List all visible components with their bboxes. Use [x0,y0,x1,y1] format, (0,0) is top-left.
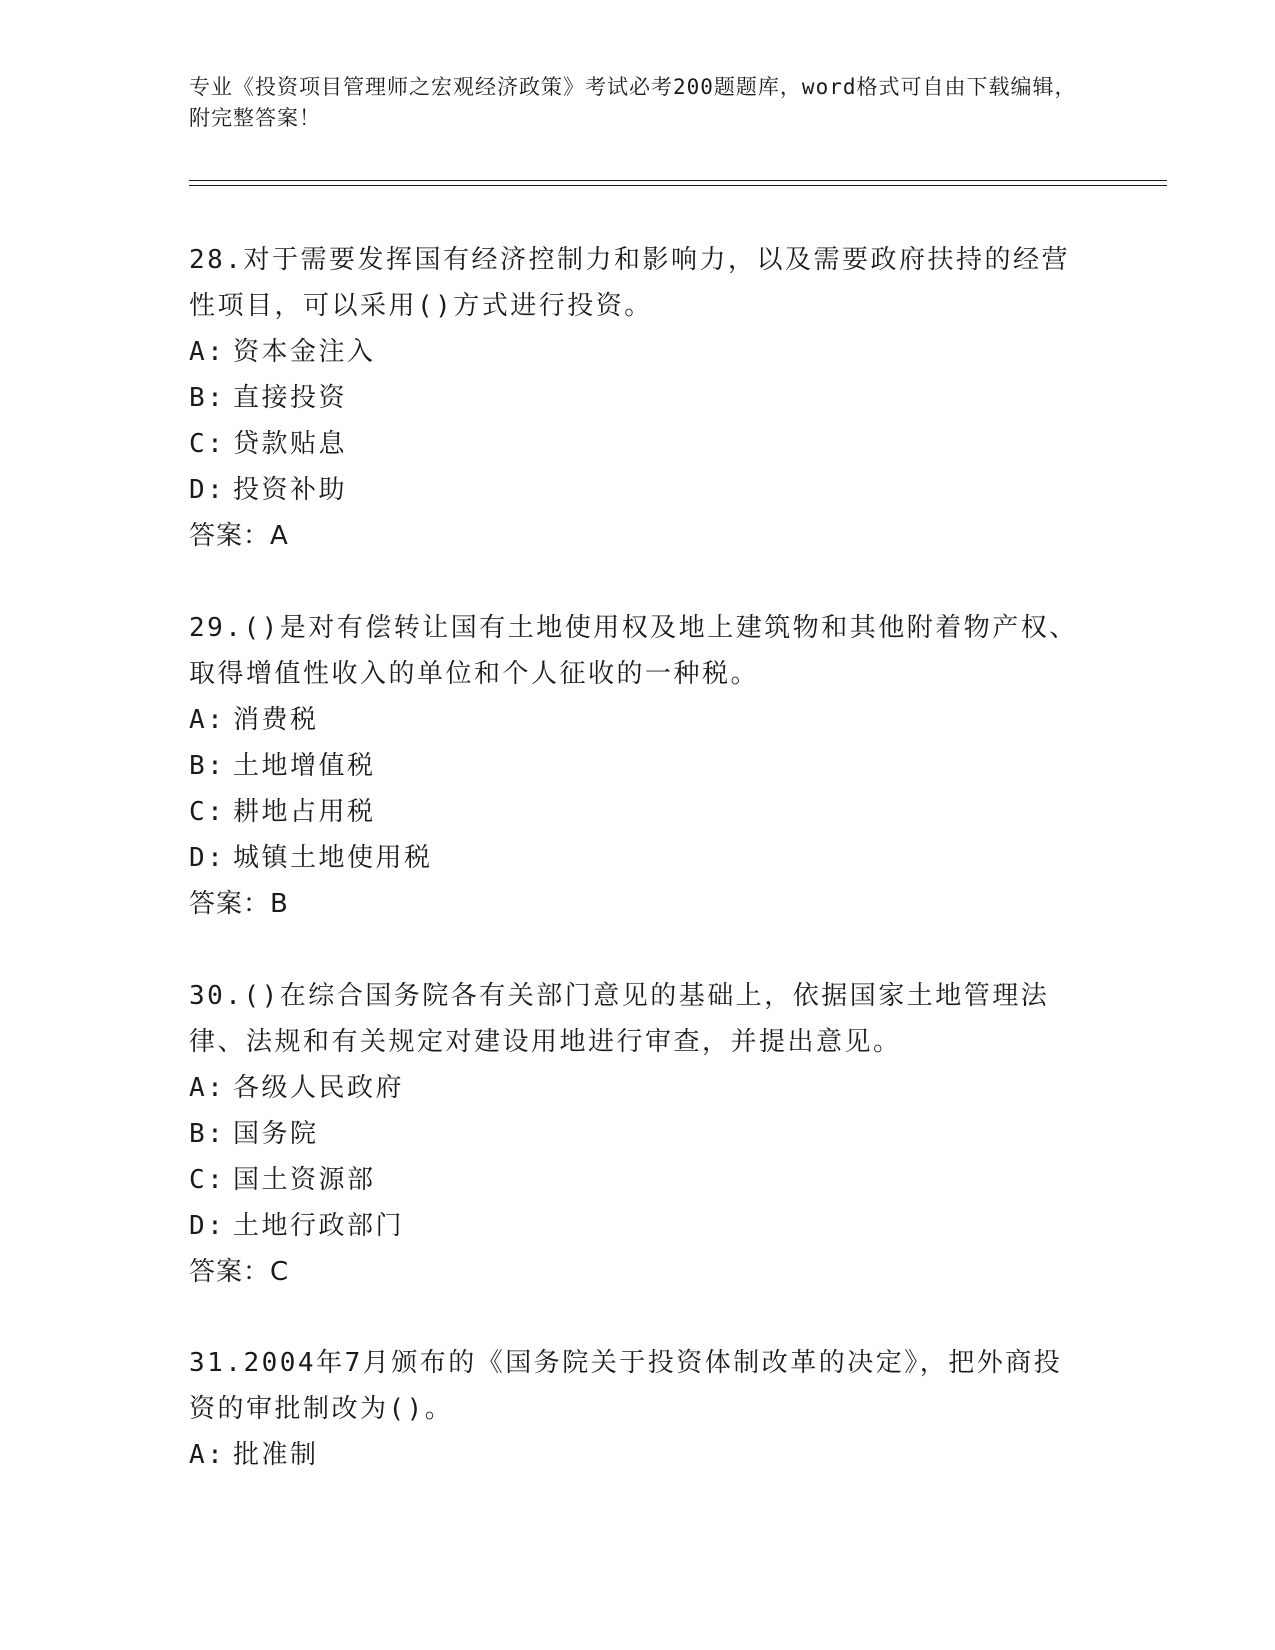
option-b [189,375,1089,421]
option-text: 直接投资 [233,383,348,413]
option-c [189,421,1089,467]
option-text: 各级人民政府 [233,1073,405,1103]
option-d [189,467,1089,513]
option-text: 国务院 [233,1119,319,1149]
option-key: A: [189,337,226,367]
option-text: 投资补助 [233,475,348,505]
option-key: D: [189,1211,226,1241]
answer-line: 答案：A [189,521,289,551]
option-text: 土地增值税 [233,751,376,781]
option-text: 批准制 [233,1440,319,1470]
option-a [189,1432,1089,1478]
question-stem: 31.2004年7月颁布的《国务院关于投资体制改革的决定》，把外商投资的审批制改为()。 [189,1348,1063,1424]
option-key: D: [189,475,226,505]
option-d [189,835,1089,881]
document-header: 专业《投资项目管理师之宏观经济政策》考试必考200题题库，word格式可自由下载编辑，附完整答案！ [189,75,1077,130]
option-text: 资本金注入 [233,337,376,367]
question-stem: 29.()是对有偿转让国有土地使用权及地上建筑物和其他附着物产权、取得增值性收入的单位和个人征收的一种税。 [189,613,1078,689]
option-key: A: [189,1440,226,1470]
option-b [189,743,1089,789]
question-stem: 28.对于需要发挥国有经济控制力和影响力，以及需要政府扶持的经营性项目，可以采用()方式进行投资。 [189,245,1070,321]
option-text: 贷款贴息 [233,429,348,459]
option-text: 耕地占用税 [233,797,376,827]
option-a [189,697,1089,743]
option-a [189,329,1089,375]
question-28 [189,237,1089,559]
option-key: C: [189,429,226,459]
question-29 [189,605,1089,927]
option-key: A: [189,1073,226,1103]
option-a [189,1065,1089,1111]
option-key: C: [189,1165,226,1195]
option-key: B: [189,383,226,413]
option-c [189,789,1089,835]
option-d [189,1203,1089,1249]
option-text: 土地行政部门 [233,1211,405,1241]
option-text: 消费税 [233,705,319,735]
option-b [189,1111,1089,1157]
option-key: A: [189,705,226,735]
question-stem: 30.()在综合国务院各有关部门意见的基础上，依据国家土地管理法律、法规和有关规定对建设用地进行审查，并提出意见。 [189,981,1050,1057]
header-divider-top [189,180,1167,181]
option-text: 城镇土地使用税 [233,843,433,873]
option-key: B: [189,751,226,781]
option-key: D: [189,843,226,873]
header-divider-bottom [189,185,1167,186]
question-30 [189,973,1089,1295]
option-text: 国土资源部 [233,1165,376,1195]
question-31 [189,1340,1089,1478]
option-c [189,1157,1089,1203]
option-key: B: [189,1119,226,1149]
answer-line: 答案：B [189,889,289,919]
answer-line: 答案：C [189,1257,290,1287]
option-key: C: [189,797,226,827]
